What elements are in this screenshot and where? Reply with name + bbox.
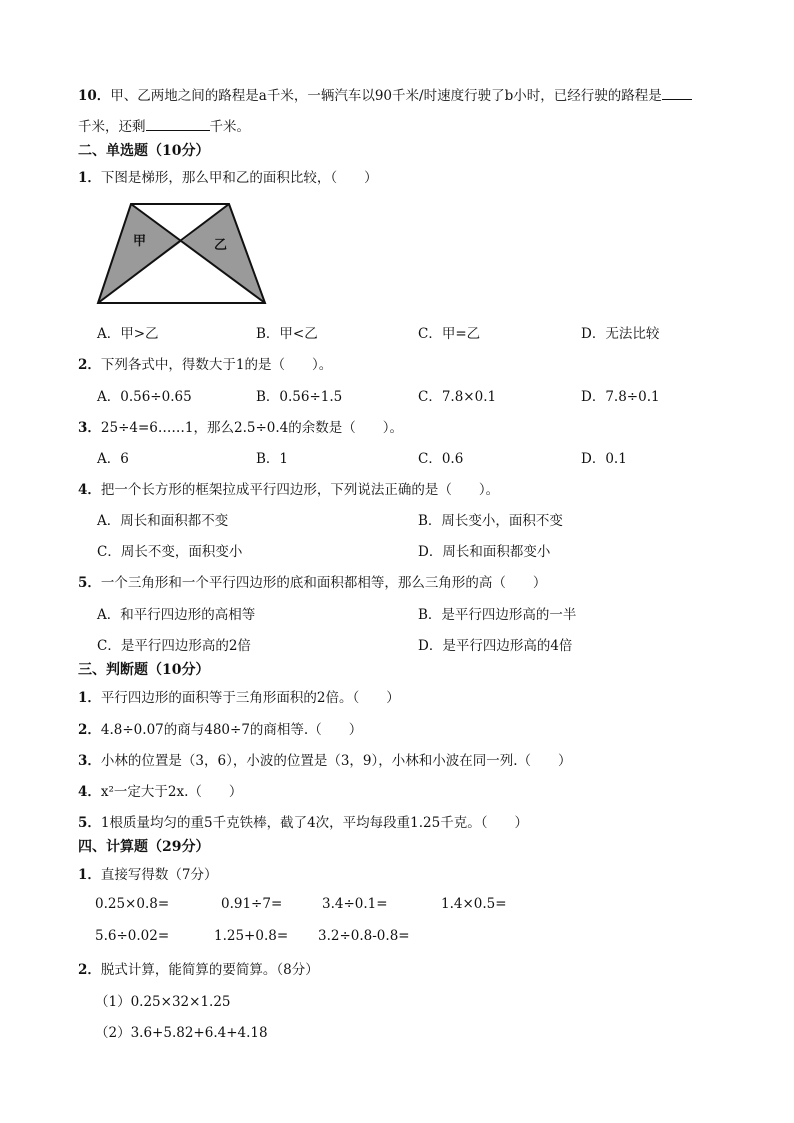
- s2-q5-option-c[interactable]: C．是平行四边形高的2倍: [97, 638, 251, 654]
- s3-item-2: [78, 718, 362, 738]
- section2-title: 二、单选题（10分）: [78, 143, 210, 159]
- s4-q1-calc-7: 3.2÷0.8-0.8=: [318, 928, 410, 944]
- s2-q2-option-c[interactable]: C．7.8×0.1: [418, 389, 497, 405]
- s2-q4-option-a[interactable]: A．周长和面积都不变: [97, 513, 229, 529]
- s3-item-2-text: 4.8÷0.07的商与480÷7的商相等.（ ）: [100, 722, 363, 738]
- q10-answer-blank-2[interactable]: [146, 116, 210, 131]
- s4-q1-calc-5: 5.6÷0.02=: [95, 928, 170, 944]
- s4-q1-calc-6: 1.25+0.8=: [214, 928, 289, 944]
- s2-q5-stem: [78, 571, 546, 591]
- s4-q2-item-1: （1）0.25×32×1.25: [95, 994, 231, 1010]
- s2-q1-number: 1．: [78, 170, 101, 186]
- label-yi: 乙: [214, 238, 228, 253]
- s4-q1-stem: [78, 863, 218, 883]
- s2-q3-text: 25÷4=6……1，那么2.5÷0.4的余数是（ ）。: [100, 420, 403, 436]
- s4-q1-calc-4: 1.4×0.5=: [441, 896, 507, 912]
- s3-item-3-number: 3．: [78, 753, 101, 769]
- s2-q3-number: 3．: [78, 420, 101, 436]
- q10-number: 10．: [78, 88, 111, 104]
- s2-q5-option-a[interactable]: A．和平行四边形的高相等: [97, 607, 256, 623]
- label-jia: 甲: [133, 234, 147, 249]
- s2-q2-option-d[interactable]: D．7.8÷0.1: [581, 389, 660, 405]
- s2-q5-number: 5．: [78, 575, 101, 591]
- s3-item-5: [78, 811, 528, 831]
- s2-q3-stem: [78, 416, 403, 436]
- s2-q5-text: 一个三角形和一个平行四边形的底和面积都相等，那么三角形的高（ ）: [100, 575, 547, 591]
- s3-item-1-number: 1．: [78, 690, 101, 706]
- s2-q5-option-b[interactable]: B．是平行四边形高的一半: [418, 607, 577, 623]
- s2-q5-option-d[interactable]: D．是平行四边形高的4倍: [418, 638, 573, 654]
- s2-q1-stem: [78, 166, 378, 186]
- q10-text-3: 千米。: [209, 119, 250, 135]
- trapezoid-figure: [95, 200, 269, 306]
- s3-item-5-text: 1根质量均匀的重5千克铁棒，截了4次，平均每段重1.25千克。（ ）: [100, 815, 528, 831]
- q10-answer-blank-1[interactable]: [662, 85, 692, 100]
- q10-text: 甲、乙两地之间的路程是a千米，一辆汽车以90千米/时速度行驶了b小时，已经行驶的路程是: [110, 88, 662, 104]
- s3-item-4: [78, 780, 242, 800]
- s2-q1-option-c[interactable]: C．甲=乙: [418, 326, 481, 342]
- s2-q4-option-d[interactable]: D．周长和面积都变小: [418, 544, 551, 560]
- s4-q2-item-2: （2）3.6+5.82+6.4+4.18: [95, 1025, 268, 1041]
- s3-item-1: [78, 686, 400, 706]
- s4-q1-text: 直接写得数（7分）: [100, 867, 218, 883]
- s4-q1-calc-3: 3.4÷0.1=: [322, 896, 388, 912]
- s2-q1-option-b[interactable]: B．甲<乙: [256, 326, 318, 342]
- s2-q4-number: 4．: [78, 482, 101, 498]
- s2-q2-number: 2．: [78, 357, 101, 373]
- s4-q2-text: 脱式计算，能简算的要简算。（8分）: [100, 962, 319, 978]
- s2-q3-option-d[interactable]: D．0.1: [581, 451, 627, 467]
- q10-line2: [78, 115, 250, 135]
- s2-q2-stem: [78, 353, 332, 373]
- section3-title: 三、判断题（10分）: [78, 662, 210, 678]
- s4-q1-calc-2: 0.91÷7=: [221, 896, 283, 912]
- s3-item-3: [78, 749, 572, 769]
- s4-q2-stem: [78, 958, 319, 978]
- s2-q2-option-b[interactable]: B．0.56÷1.5: [256, 389, 343, 405]
- s2-q3-option-a[interactable]: A．6: [97, 451, 129, 467]
- s2-q2-option-a[interactable]: A．0.56÷0.65: [97, 389, 192, 405]
- section4-title: 四、计算题（29分）: [78, 839, 210, 855]
- s2-q1-option-d[interactable]: D．无法比较: [581, 326, 660, 342]
- q10-text-2: 千米，还剩: [78, 119, 146, 135]
- s4-q2-number: 2．: [78, 962, 101, 978]
- s2-q3-option-c[interactable]: C．0.6: [418, 451, 464, 467]
- s2-q4-text: 把一个长方形的框架拉成平行四边形，下列说法正确的是（ ）。: [100, 482, 500, 498]
- s4-q1-calc-1: 0.25×0.8=: [95, 896, 170, 912]
- s4-q1-number: 1．: [78, 867, 101, 883]
- s2-q2-text: 下列各式中，得数大于1的是（ ）。: [100, 357, 333, 373]
- s2-q1-text: 下图是梯形，那么甲和乙的面积比较，（ ）: [100, 170, 378, 186]
- s2-q4-option-b[interactable]: B．周长变小，面积不变: [418, 513, 563, 529]
- s3-item-4-number: 4．: [78, 784, 101, 800]
- s3-item-1-text: 平行四边形的面积等于三角形面积的2倍。（ ）: [100, 690, 400, 706]
- s3-item-5-number: 5．: [78, 815, 101, 831]
- s3-item-2-number: 2．: [78, 722, 101, 738]
- s2-q4-stem: [78, 478, 499, 498]
- s2-q4-option-c[interactable]: C．周长不变，面积变小: [97, 544, 243, 560]
- s2-q1-option-a[interactable]: A．甲>乙: [97, 326, 159, 342]
- s2-q3-option-b[interactable]: B．1: [256, 451, 289, 467]
- s3-item-4-text: x²一定大于2x.（ ）: [100, 784, 243, 800]
- s3-item-3-text: 小林的位置是（3，6），小波的位置是（3，9），小林和小波在同一列.（ ）: [100, 753, 572, 769]
- q10-line1: [78, 84, 692, 104]
